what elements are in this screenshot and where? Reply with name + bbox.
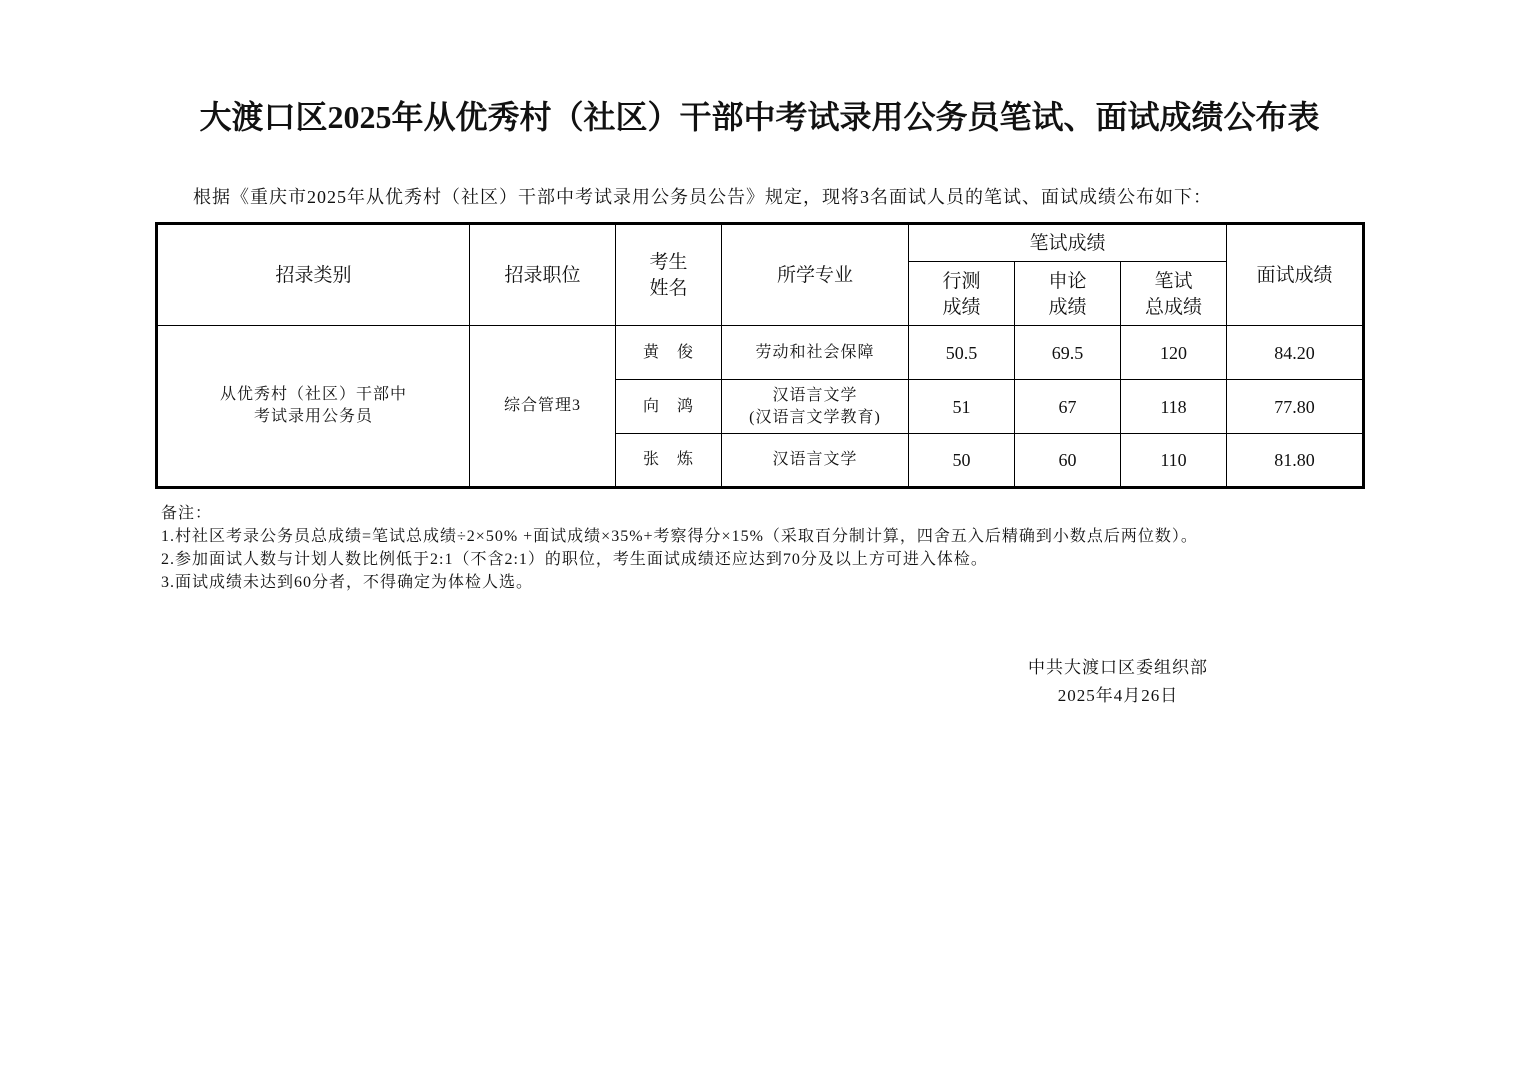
header-written-total-line1: 笔试	[1154, 269, 1193, 292]
written-total-score: 120	[1121, 326, 1227, 380]
category-cell	[157, 326, 470, 488]
intro-text: 根据《重庆市2025年从优秀村（社区）干部中考试录用公务员公告》规定，现将3名面试人员的笔试、面试成绩公布如下：	[193, 187, 1212, 207]
candidate-major: 劳动和社会保障	[722, 326, 909, 380]
shenlun-score: 60	[1015, 434, 1121, 488]
category-line2: 考试录用公务员	[253, 408, 373, 425]
written-total-score: 118	[1121, 380, 1227, 434]
header-major: 所学专业	[722, 224, 909, 326]
header-position: 招录职位	[470, 224, 616, 326]
header-shenlun-line2: 成绩	[1048, 295, 1087, 318]
header-shenlun	[1015, 262, 1121, 326]
header-xingce-line1: 行测	[942, 269, 981, 292]
header-xingce	[909, 262, 1015, 326]
position-cell: 综合管理3	[470, 326, 616, 488]
shenlun-score: 67	[1015, 380, 1121, 434]
header-written-total	[1121, 262, 1227, 326]
category-line1: 从优秀村（社区）干部中	[219, 386, 407, 403]
xingce-score: 50.5	[909, 326, 1015, 380]
major-line2: (汉语言文学教育)	[749, 408, 881, 426]
page-title: 大渡口区2025年从优秀村（社区）干部中考试录用公务员笔试、面试成绩公布表	[199, 99, 1320, 135]
candidate-name: 向 鸿	[616, 380, 722, 434]
signature-date: 2025年4月26日	[1057, 686, 1179, 705]
header-written: 笔试成绩	[909, 224, 1227, 262]
note-item-3: 3.面试成绩未达到60分者，不得确定为体检人选。	[161, 574, 534, 591]
interview-score: 84.20	[1227, 326, 1364, 380]
header-interview: 面试成绩	[1227, 224, 1364, 326]
notes-label: 备注：	[161, 505, 213, 522]
interview-score: 81.80	[1227, 434, 1364, 488]
header-row	[157, 224, 1364, 262]
table-row	[157, 326, 1364, 380]
header-category: 招录类别	[157, 224, 470, 326]
candidate-name: 黄 俊	[616, 326, 722, 380]
signature-block	[1010, 654, 1226, 710]
candidate-major	[722, 380, 909, 434]
header-shenlun-line1: 申论	[1048, 269, 1087, 292]
header-name-line1: 考生	[649, 251, 688, 273]
header-xingce-line2: 成绩	[942, 295, 981, 318]
written-total-score: 110	[1121, 434, 1227, 488]
shenlun-score: 69.5	[1015, 326, 1121, 380]
header-written-total-line2: 总成绩	[1144, 295, 1202, 318]
interview-score: 77.80	[1227, 380, 1364, 434]
header-name	[616, 224, 722, 326]
candidate-major: 汉语言文学	[722, 434, 909, 488]
note-item-2: 2.参加面试人数与计划人数比例低于2:1（不含2:1）的职位，考生面试成绩还应达到70分及以上方可进入体检。	[161, 551, 988, 568]
major-line1: 汉语言文学	[772, 386, 858, 404]
header-name-line2: 姓名	[649, 277, 688, 299]
xingce-score: 50	[909, 434, 1015, 488]
signature-org: 中共大渡口区委组织部	[1028, 658, 1208, 677]
score-table	[155, 222, 1365, 489]
note-item-1: 1.村社区考录公务员总成绩=笔试总成绩÷2×50% +面试成绩×35%+考察得分×15%（采取百分制计算，四舍五入后精确到小数点后两位数）。	[161, 528, 1198, 545]
xingce-score: 51	[909, 380, 1015, 434]
notes-section	[161, 502, 1198, 594]
candidate-name: 张 炼	[616, 434, 722, 488]
